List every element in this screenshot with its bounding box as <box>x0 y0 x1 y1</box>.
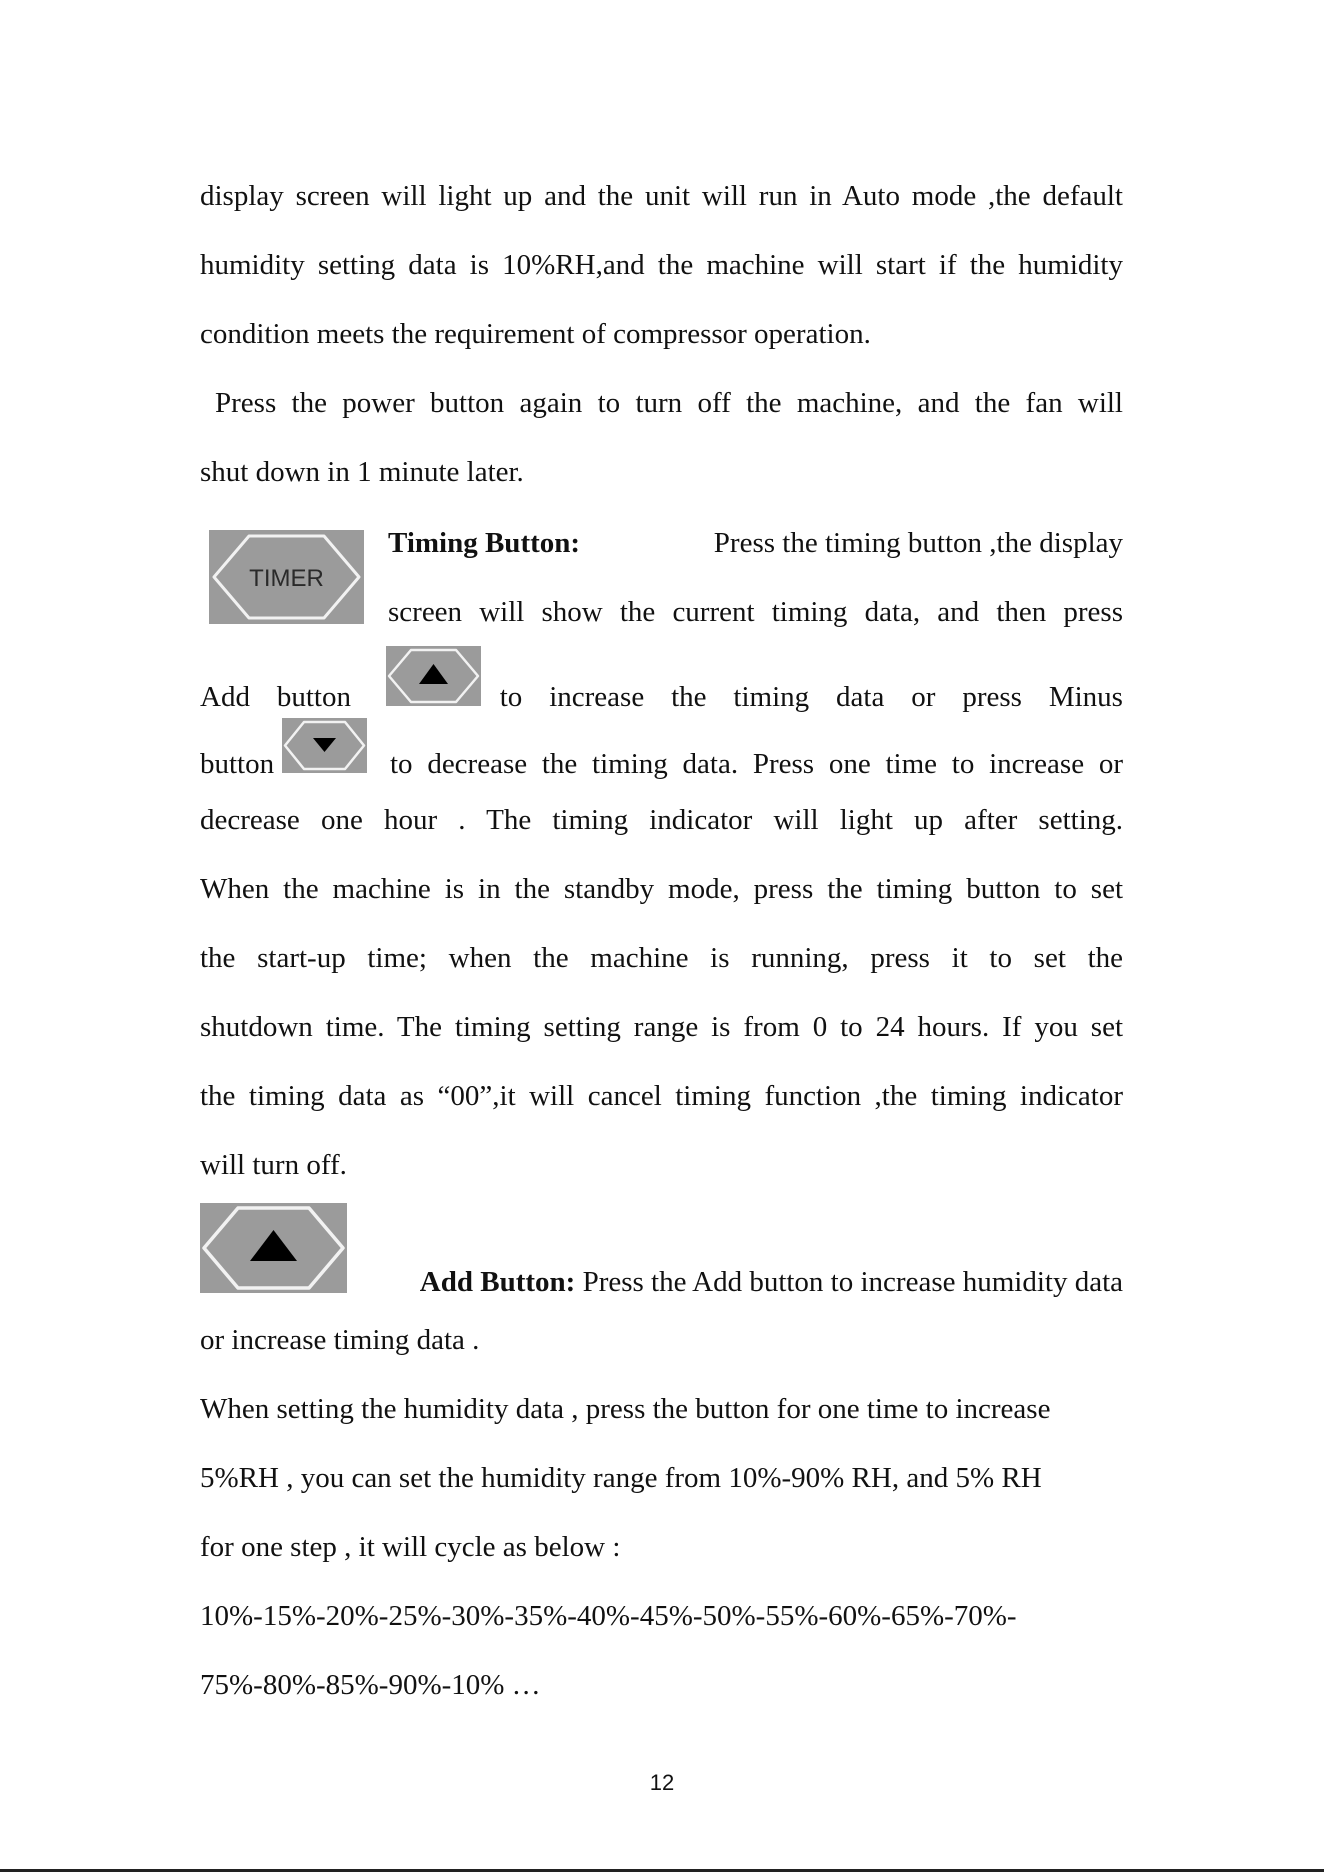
body-line-2: humidity setting data is 10%RH,and the machine will start if the humidity <box>200 249 1123 281</box>
timing-line-2: screen will show the current timing data, and then press <box>388 596 1123 628</box>
add-line-1 <box>363 1264 1123 1300</box>
minus-button-icon <box>282 718 367 773</box>
word: press <box>962 681 1022 713</box>
add-line-2: or increase timing data . <box>200 1324 480 1356</box>
add-button-large-icon <box>200 1203 347 1293</box>
body-line-1: display screen will light up and the unit will run in Auto mode ,the default <box>200 180 1123 212</box>
word: Add <box>200 681 250 713</box>
page-number: 12 <box>649 1770 675 1795</box>
word: to <box>499 681 523 713</box>
minus-prefix: button <box>200 748 275 780</box>
timing-line-1 <box>388 525 1123 561</box>
add-line-6: 10%-15%-20%-25%-30%-35%-40%-45%-50%-55%-60%-65%-70%- <box>200 1600 1017 1632</box>
timing-rest-6: will turn off. <box>200 1149 347 1181</box>
timing-minus-text: to decrease the timing data. Press one time to increase or <box>390 748 1123 780</box>
timer-icon-label: TIMER <box>249 565 324 592</box>
timing-line-1-text: Press the timing button ,the display <box>713 527 1123 559</box>
body-line-3: condition meets the requirement of compressor operation. <box>200 318 871 350</box>
word: button <box>276 681 351 713</box>
word: data <box>836 681 885 713</box>
word: or <box>911 681 936 713</box>
timing-rest-3: the start-up time; when the machine is running, press it to set the <box>200 942 1123 974</box>
word: increase <box>549 681 645 713</box>
add-line-7: 75%-80%-85%-90%-10% … <box>200 1669 541 1701</box>
timing-rest-4: shutdown time. The timing setting range is from 0 to 24 hours. If you set <box>200 1011 1123 1043</box>
timing-line-3 <box>200 679 1123 715</box>
word: timing <box>733 681 810 713</box>
add-line-4: 5%RH , you can set the humidity range from 10%-90% RH, and 5% RH <box>200 1462 1042 1494</box>
add-line-3: When setting the humidity data , press the button for one time to increase <box>200 1393 1051 1425</box>
body-line-4: Press the power button again to turn off the machine, and the fan will <box>215 387 1123 419</box>
body-line-5: shut down in 1 minute later. <box>200 456 524 488</box>
add-heading: Add Button: <box>419 1266 576 1298</box>
add-button-icon <box>386 646 481 706</box>
timer-button-icon <box>209 530 364 624</box>
word: the <box>671 681 707 713</box>
add-line-5: for one step , it will cycle as below : <box>200 1531 621 1563</box>
timing-heading: Timing Button: <box>388 527 581 559</box>
word: Minus <box>1048 681 1123 713</box>
timing-rest-2: When the machine is in the standby mode, press the timing button to set <box>200 873 1123 905</box>
timing-rest-5: the timing data as “00”,it will cancel timing function ,the timing indicator <box>200 1080 1123 1112</box>
add-line-1-text: Press the Add button to increase humidity data <box>575 1266 1123 1298</box>
timing-rest-1: decrease one hour . The timing indicator will light up after setting. <box>200 804 1123 836</box>
